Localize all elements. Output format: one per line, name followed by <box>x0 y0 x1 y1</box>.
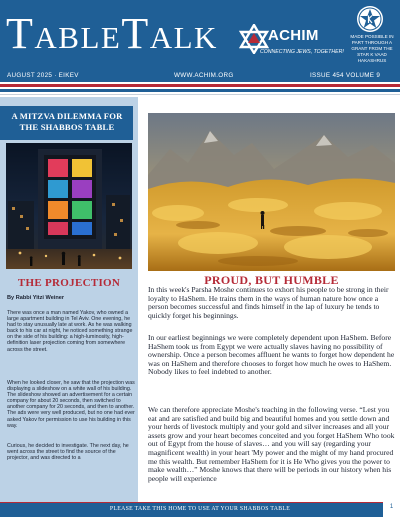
star-k-seal-icon <box>356 5 384 33</box>
projection-paragraph: Curious, he decided to investigate. The next day, he went across the street to find the source of the projector, and was directed to a <box>7 443 129 462</box>
gold-field-image <box>148 113 395 271</box>
grant-note: MADE POSSIBLE IN PART THROUGH A GRANT FROM THE STAR K VAAD HAKASHRUS <box>350 34 394 64</box>
gold-field-photo <box>148 113 395 271</box>
issue-date: AUGUST 2025 · EIKEV <box>7 72 79 79</box>
footer-rule <box>0 502 400 503</box>
projection-byline: By Rabbi Yitzi Weiner <box>7 295 65 301</box>
achim-tagline: CONNECTING JEWS, TOGETHER! <box>260 49 344 55</box>
divider-blue <box>0 89 400 92</box>
newsletter-title: TableTalk <box>6 9 218 58</box>
page-number: 1 <box>389 504 394 510</box>
projection-building-photo <box>6 143 132 269</box>
projection-paragraph: When he looked closer, he saw that the projection was displaying a slideshow on a white wall of his building. The slideshow showed an advertisement for a certain company for about 20 seconds, then switched to another company for 20 seconds, and then to another. The ads were very well produced, but no one had ever asked Yakov for permission to use his building in this way. <box>7 380 135 429</box>
article-paragraph: In our earliest beginnings we were completely dependent upon HaShem. Before HaShem took us from Egypt we were actually slaves having no possibility of ownership. Once a person becomes affluent he wants to forget how dependent he was on HaShem and therefore chooses to forget how much he owes to HaShem. Nobody likes to feel indebted to another. <box>148 333 395 377</box>
issue-volume: ISSUE 454 VOLUME 9 <box>310 72 381 79</box>
mitzva-dilemma-title: A MITZVA DILEMMA FOR THE SHABBOS TABLE <box>11 111 123 132</box>
page-number-box <box>383 499 400 517</box>
article-paragraph: We can therefore appreciate Moshe's teaching in the following verse. “Lest you eat and are satisfied and build big and beautiful homes and you settle down and your herds of livestock multiply and your gold and silver increases and all your assets grow and your heart becomes conceited and you forget HaShem Who took out of Egypt from the house of slaves… and you will say (regarding your magnificent wealth) in your heart 'My power and the might of my hand procured me this wealth. But remember HaShem for it is He Who gives you the power to make wealth…” Moshe knows that there will be periods in our history when his people will experience <box>148 405 395 483</box>
website-link[interactable]: WWW.ACHIM.ORG <box>174 72 234 79</box>
article-title: PROUD, BUT HUMBLE <box>204 273 339 287</box>
footer-bar <box>0 502 400 517</box>
projection-paragraph: There was once a man named Yakov, who owned a large apartment building in Tel Aviv. One evening, he had to stay unusually late at work. As he was walking back to his car at night, he noticed something strange on the side of his building: a high-luminosity, high-definition laser projection coming from somewhere across the street. <box>7 310 133 353</box>
article-paragraph: In this week's Parsha Moshe continues to exhort his people to be strong in their loyalty to HaShem. He trains them in the ways of human nature how once a person becomes successful and finds himself in the lap of luxury he tends to quickly forget his beginnings. <box>148 285 389 320</box>
issue-info-bar <box>0 71 400 82</box>
projection-building-image <box>6 143 132 269</box>
divider-thin <box>0 94 400 95</box>
footer-note: PLEASE TAKE THIS HOME TO USE AT YOUR SHABBOS TABLE <box>109 506 291 512</box>
divider-red <box>0 84 400 87</box>
projection-story-title: THE PROJECTION <box>17 277 121 289</box>
achim-logo[interactable] <box>236 24 344 60</box>
mitzva-dilemma-banner <box>0 106 133 140</box>
achim-wordmark: ACHIM <box>268 27 319 44</box>
masthead <box>0 0 400 82</box>
